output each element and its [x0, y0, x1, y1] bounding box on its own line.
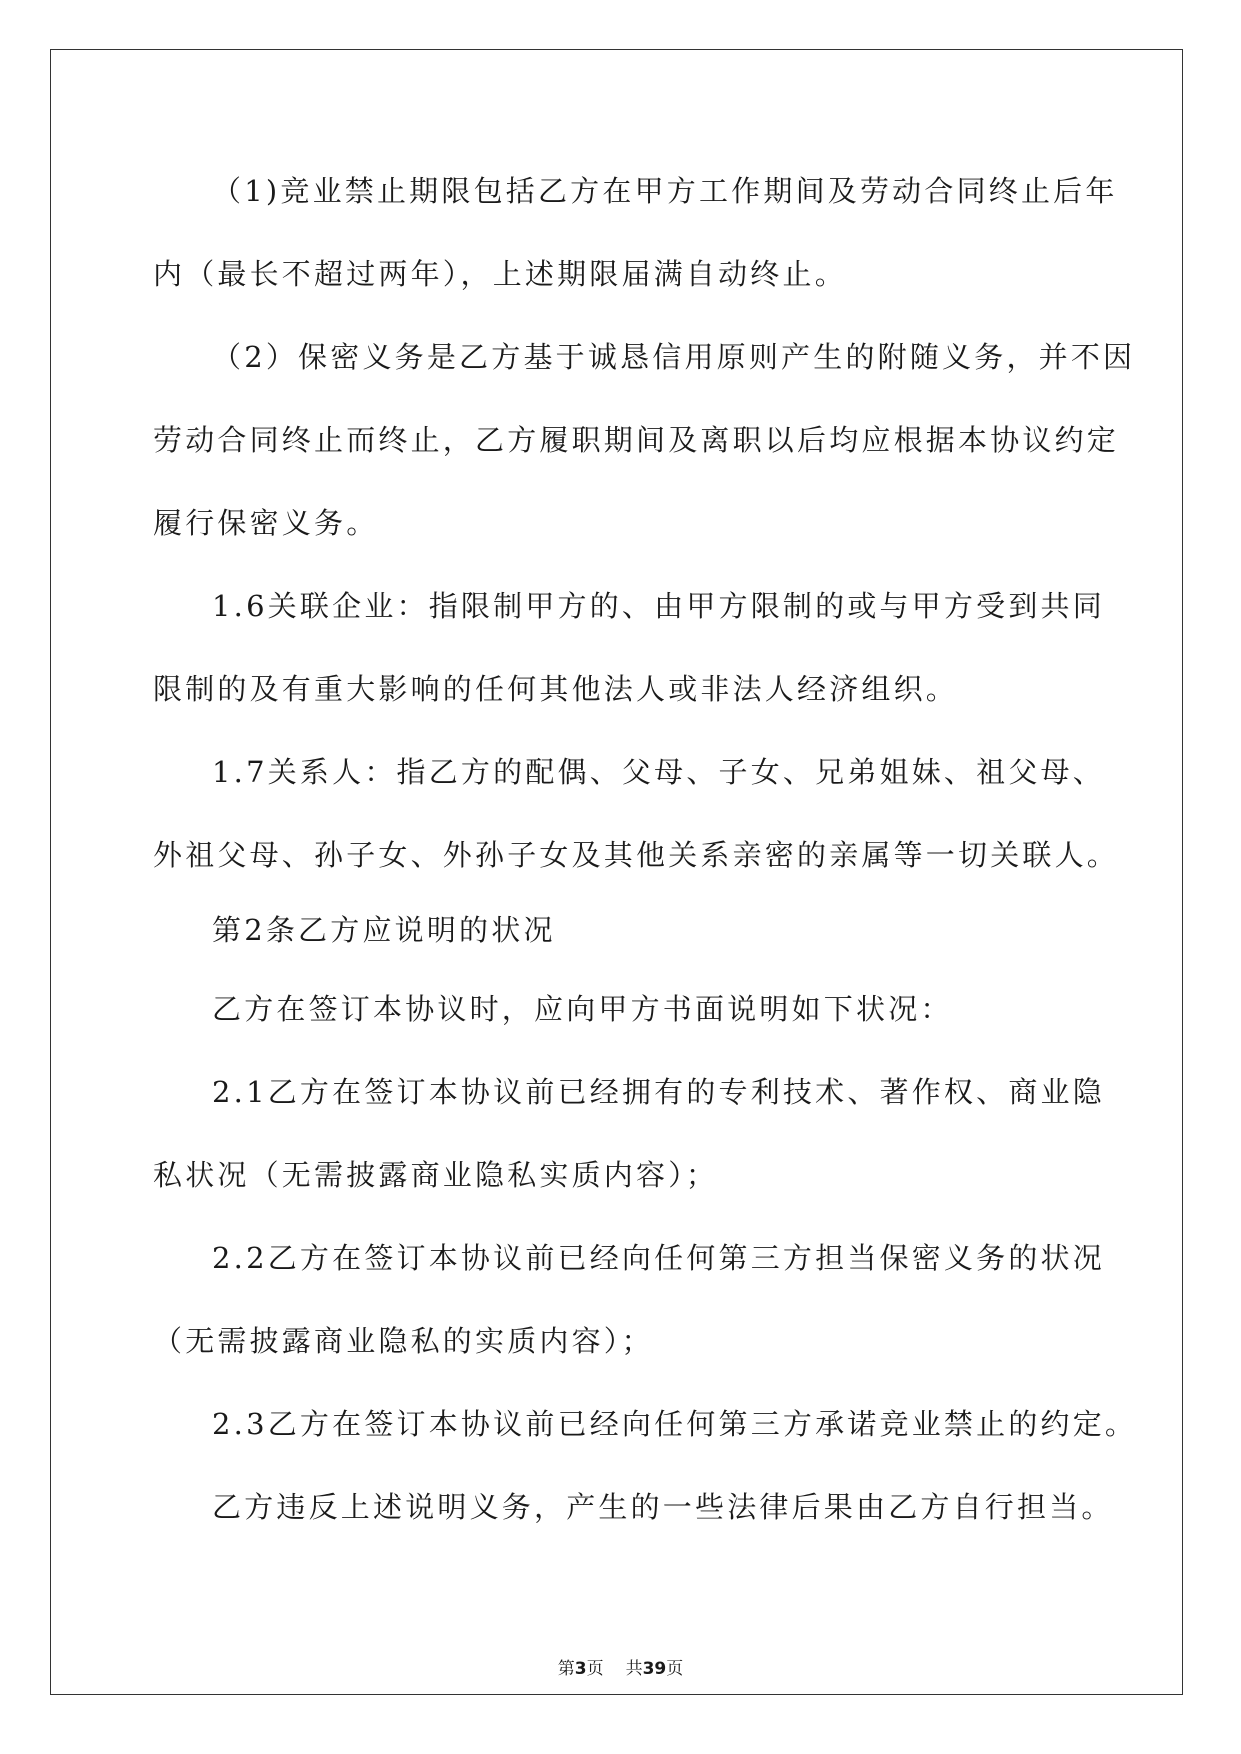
paragraph-line: 2.3乙方在签订本协议前已经向任何第三方承诺竞业禁止的约定。	[212, 1407, 1138, 1441]
paragraph-line: 履行保密义务。	[153, 506, 379, 540]
paragraph-line: 1.7关系人：指乙方的配偶、父母、子女、兄弟姐妹、祖父母、	[212, 755, 1105, 789]
paragraph-line: 乙方违反上述说明义务，产生的一些法律后果由乙方自行担当。	[212, 1490, 1114, 1524]
page-prefix: 第	[557, 1659, 575, 1679]
paragraph-line: 乙方在签订本协议时，应向甲方书面说明如下状况：	[212, 992, 953, 1026]
paragraph-line: 限制的及有重大影响的任何其他法人或非法人经济组织。	[153, 672, 959, 706]
paragraph-line: 劳动合同终止而终止，乙方履职期间及离职以后均应根据本协议约定	[153, 423, 1120, 457]
total-suffix: 页	[666, 1659, 684, 1679]
paragraph-line: （1)竞业禁止期限包括乙方在甲方工作期间及劳动合同终止后年	[212, 174, 1118, 208]
paragraph-line: （2）保密义务是乙方基于诚恳信用原则产生的附随义务，并不因	[212, 340, 1136, 374]
total-pages: 39	[642, 1659, 667, 1679]
page-number: 3	[574, 1659, 587, 1679]
page-suffix: 页	[586, 1659, 604, 1679]
section-heading: 第2条乙方应说明的状况	[212, 913, 556, 947]
paragraph-line: 2.2乙方在签订本协议前已经向任何第三方担当保密义务的状况	[212, 1241, 1105, 1275]
paragraph-line: 私状况（无需披露商业隐私实质内容）；	[153, 1158, 719, 1192]
paragraph-line: 外祖父母、孙子女、外孙子女及其他关系亲密的亲属等一切关联人。	[153, 838, 1120, 872]
paragraph-line: 1.6关联企业：指限制甲方的、由甲方限制的或与甲方受到共同	[212, 589, 1105, 623]
total-prefix: 共	[625, 1659, 643, 1679]
page-footer	[0, 1658, 1241, 1680]
paragraph-line: （无需披露商业隐私的实质内容）；	[153, 1324, 654, 1358]
paragraph-line: 内（最长不超过两年），上述期限届满自动终止。	[153, 257, 847, 291]
paragraph-line: 2.1乙方在签订本协议前已经拥有的专利技术、著作权、商业隐	[212, 1075, 1105, 1109]
